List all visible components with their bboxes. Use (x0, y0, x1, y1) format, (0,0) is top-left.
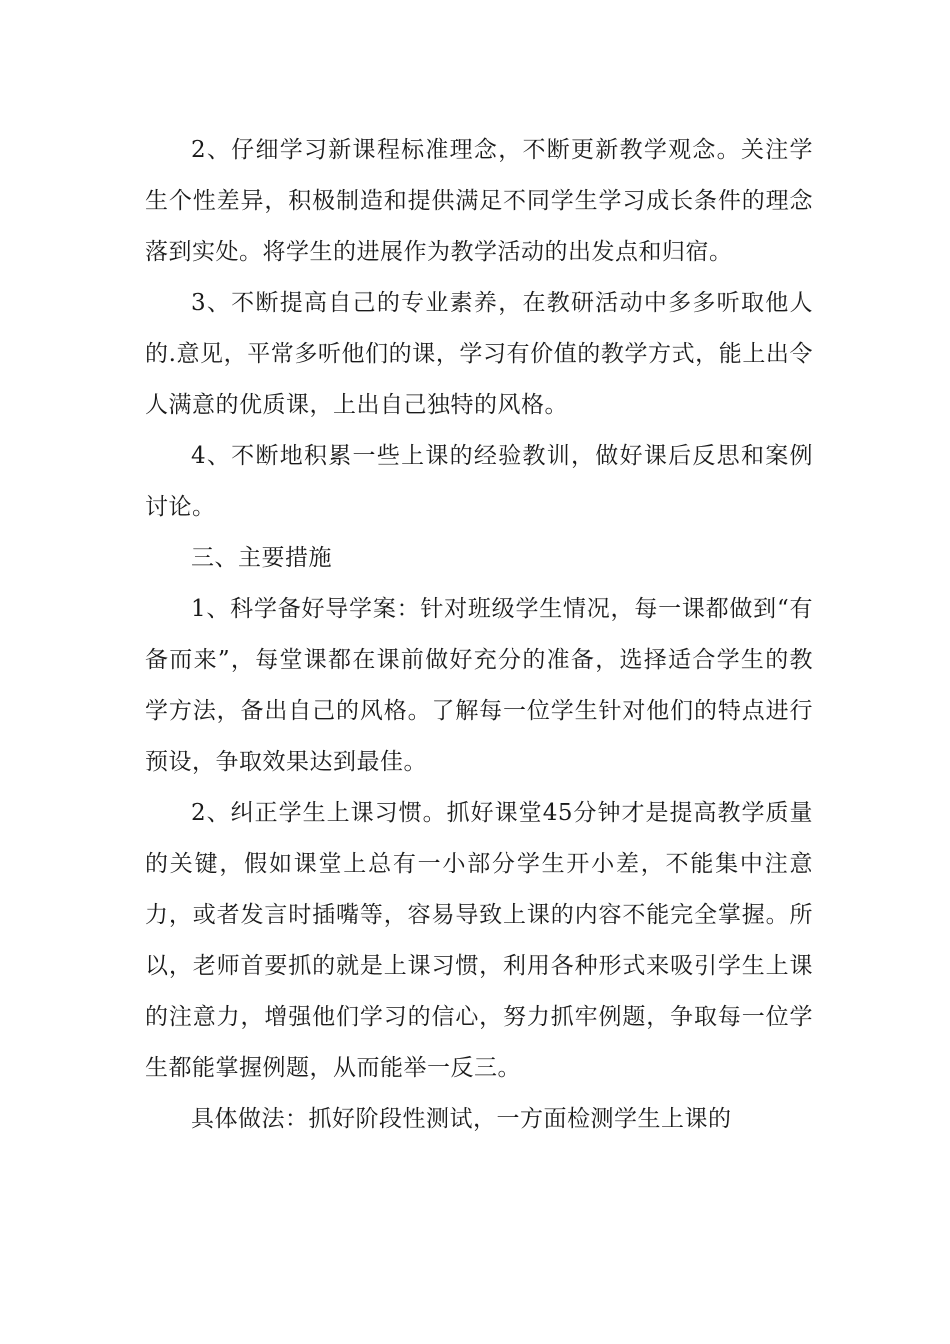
paragraph-specific-method: 具体做法：抓好阶段性测试，一方面检测学生上课的 (191, 1106, 732, 1132)
paragraph-goal-2: 2、仔细学习新课程标准理念，不断更新教学观念。关注学生个性差异，积极制造和提供满足不同学生学习成长条件的理念落到实处。将学生的进展作为教学活动的出发点和归宿。 (145, 137, 813, 265)
paragraph-measure-2: 2、纠正学生上课习惯。抓好课堂45分钟才是提高教学质量的关键，假如课堂上总有一小部分学生开小差，不能集中注意力，或者发言时插嘴等，容易导致上课的内容不能完全掌握。所以，老师首要抓的就是上课习惯，利用各种形式来吸引学生上课的注意力，增强他们学习的信心，努力抓牢例题，争取每一位学生都能掌握例题，从而能举一反三。 (145, 800, 813, 1081)
paragraph-measure-1: 1、科学备好导学案：针对班级学生情况，每一课都做到“有备而来”，每堂课都在课前做好充分的准备，选择适合学生的教学方法，备出自己的风格。了解每一位学生针对他们的特点进行预设，争取效果达到最佳。 (145, 596, 813, 775)
document-body (145, 125, 813, 1145)
section-heading-measures: 三、主要措施 (191, 545, 332, 571)
paragraph-goal-3: 3、不断提高自己的专业素养，在教研活动中多多听取他人的.意见，平常多听他们的课，学习有价值的教学方式，能上出令人满意的优质课，上出自己独特的风格。 (145, 290, 813, 418)
paragraph-goal-4: 4、不断地积累一些上课的经验教训，做好课后反思和案例讨论。 (145, 443, 813, 520)
